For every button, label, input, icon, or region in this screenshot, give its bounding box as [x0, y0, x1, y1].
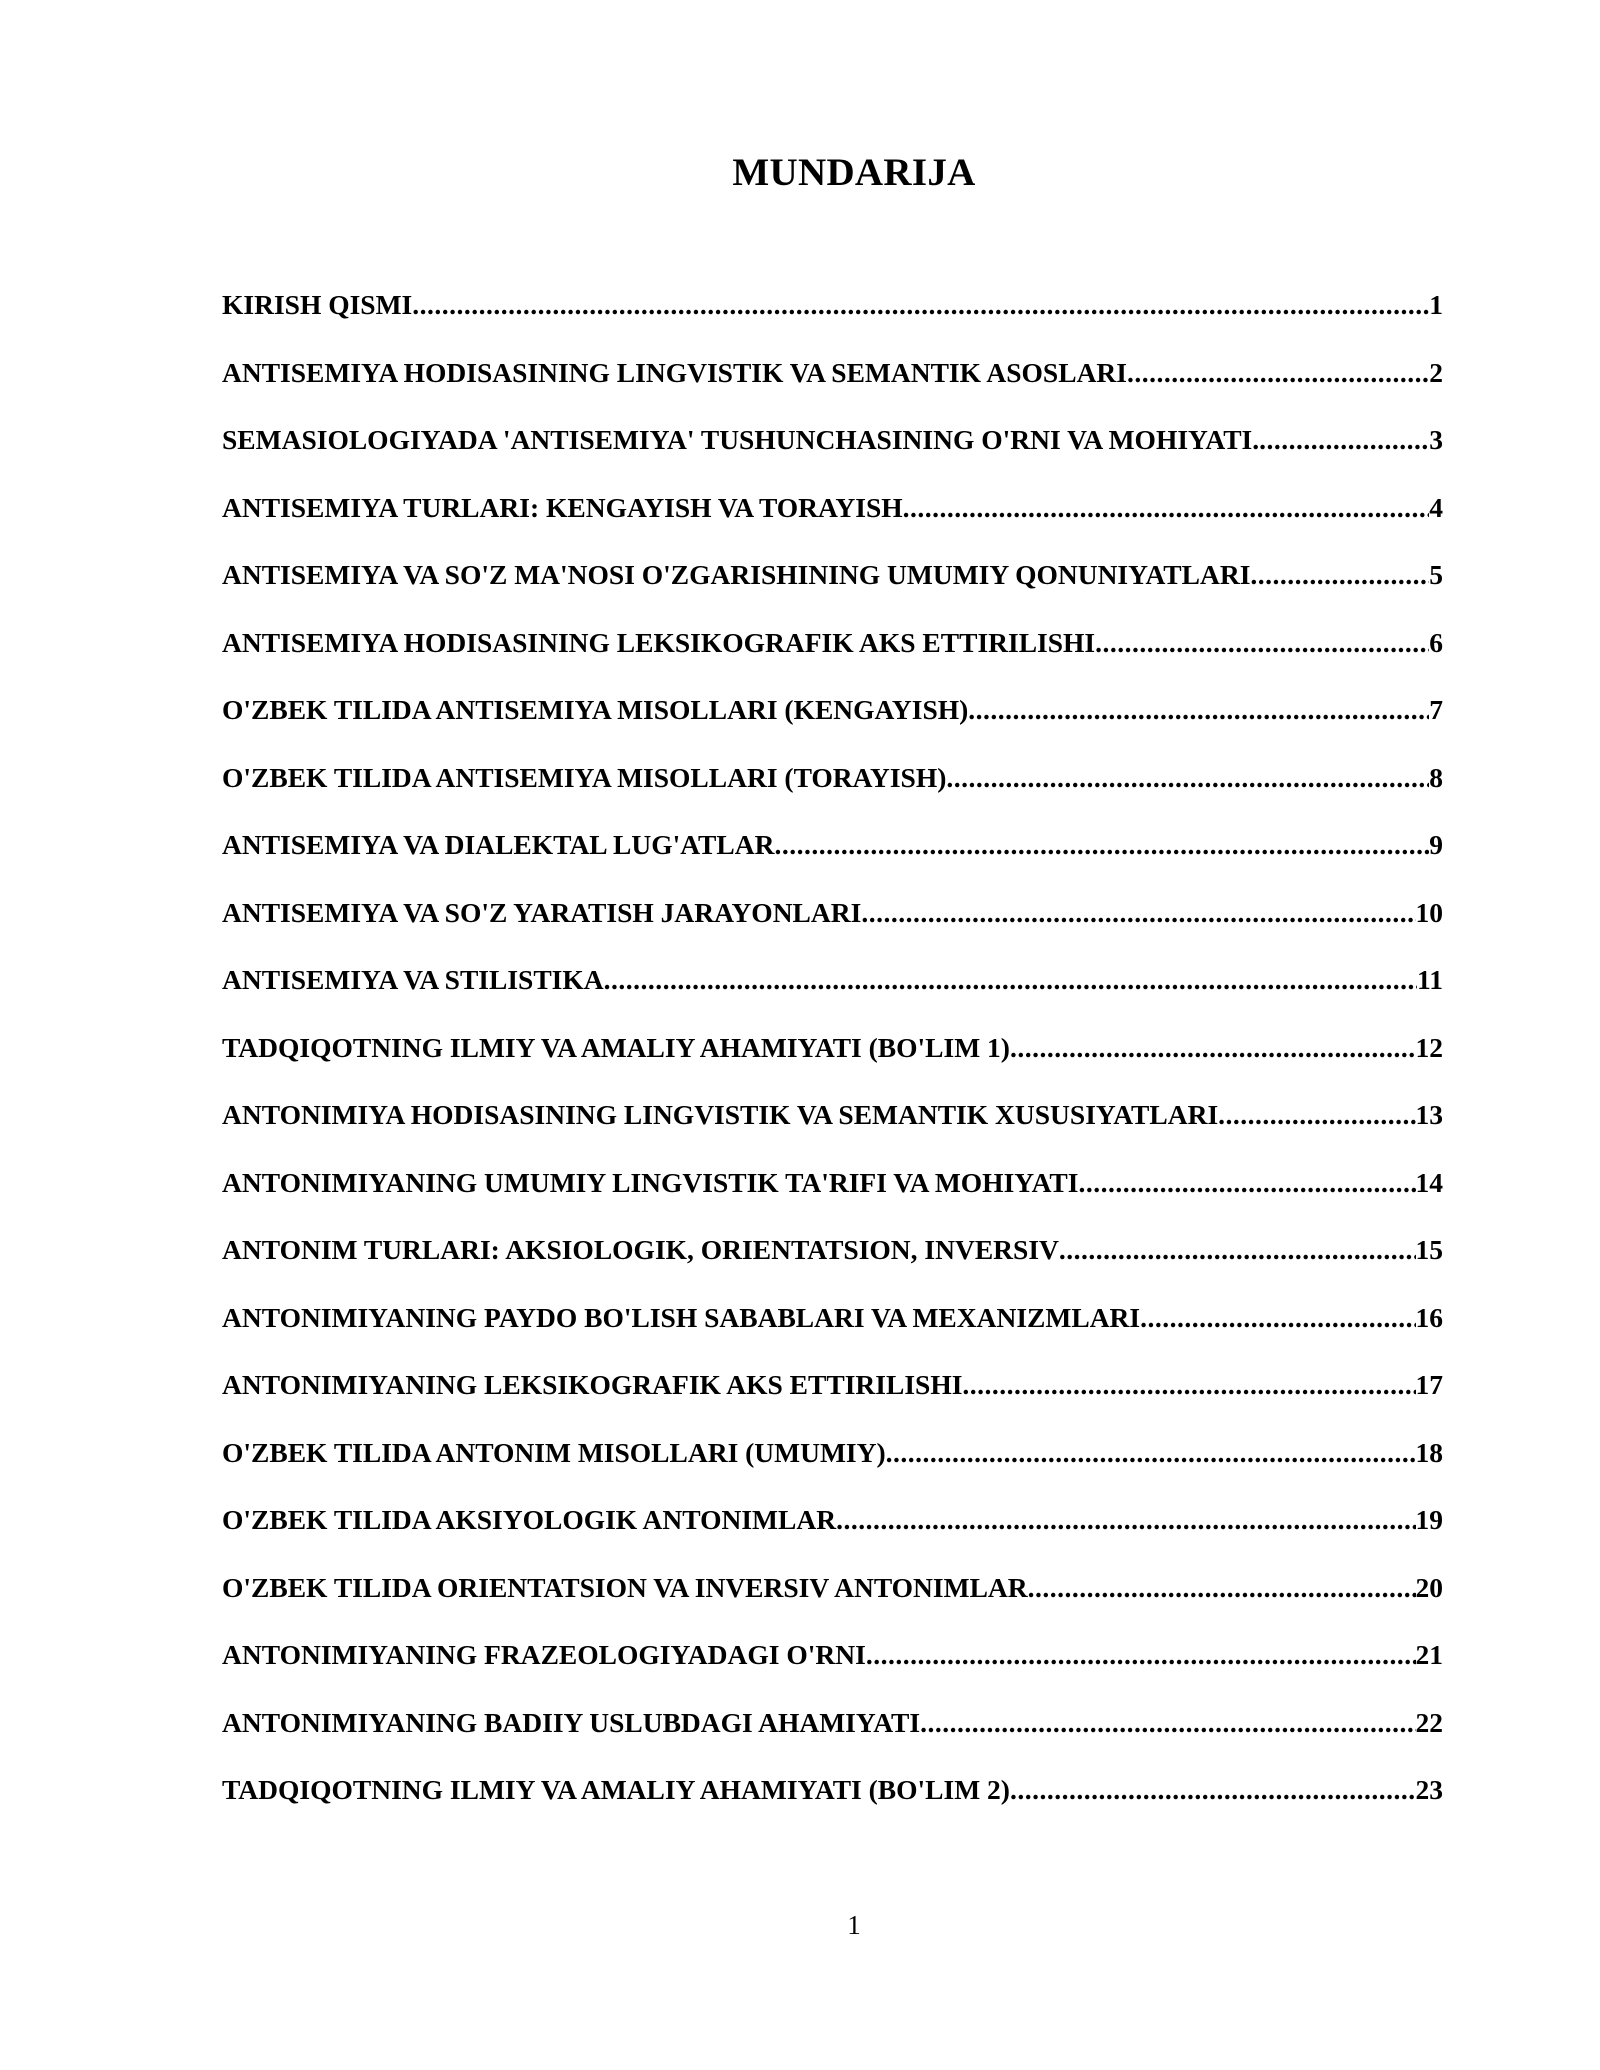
toc-entry-page-number: 11 — [1417, 964, 1443, 995]
toc-entry-page-number: 18 — [1415, 1436, 1443, 1468]
toc-dot-leader — [604, 964, 1417, 996]
page-title: MUNDARIJA — [732, 151, 976, 194]
toc-entry-label: ANTONIMIYANING FRAZEOLOGIYADAGI O'RNI — [222, 1639, 866, 1670]
page-number: 1 — [847, 1910, 861, 1940]
toc-entry[interactable] — [222, 762, 1443, 830]
toc-entry-label: ANTISEMIYA HODISASINING LEKSIKOGRAFIK AKS ETTIRILISHI — [222, 626, 1096, 658]
toc-dot-leader — [774, 829, 1429, 861]
toc-entry[interactable] — [222, 1774, 1443, 1842]
toc-entry-label: SEMASIOLOGIYADA 'ANTISEMIYA' TUSHUNCHASINING O'RNI VA MOHIYATI. — [222, 424, 1260, 455]
toc-entry-page-number: 8 — [1429, 761, 1443, 793]
toc-entry[interactable] — [222, 1639, 1443, 1707]
toc-dot-leader — [1010, 1774, 1416, 1806]
toc-dot-leader — [946, 762, 1429, 794]
toc-entry-label: TADQIQOTNING ILMIY VA AMALIY AHAMIYATI (BO'LIM 1) — [222, 1031, 1010, 1063]
toc-entry[interactable] — [222, 1572, 1443, 1640]
toc-entry[interactable] — [222, 1032, 1443, 1100]
toc-dot-leader — [962, 1369, 1415, 1401]
toc-entry-page-number: 3 — [1429, 424, 1443, 455]
toc-entry[interactable] — [222, 1302, 1443, 1370]
toc-entry-page-number: 23 — [1415, 1774, 1443, 1805]
toc-entry-page-number: 16 — [1415, 1301, 1443, 1333]
toc-entry-label: ANTONIMIYANING PAYDO BO'LISH SABABLARI VA MEXANIZMLARI — [222, 1301, 1141, 1333]
toc-entry-page-number: 4 — [1429, 491, 1443, 523]
toc-entry-page-number: 22 — [1415, 1706, 1443, 1738]
toc-entry-page-number: 10 — [1415, 896, 1443, 928]
toc-entry-label: O'ZBEK TILIDA ANTISEMIYA MISOLLARI (KENGAYISH) — [222, 694, 969, 725]
toc-entry-label: ANTISEMIYA HODISASINING LINGVISTIK VA SEMANTIK ASOSLARI — [222, 356, 1127, 388]
toc-entry-page-number: 13 — [1415, 1099, 1443, 1130]
toc-entry[interactable] — [222, 829, 1443, 897]
toc-dot-leader — [1259, 424, 1429, 456]
toc-entry[interactable] — [222, 1437, 1443, 1505]
toc-entry[interactable] — [222, 964, 1443, 1032]
toc-entry-label: ANTONIMIYANING LEKSIKOGRAFIK AKS ETTIRILISHI — [222, 1369, 963, 1400]
toc-entry-label: ANTISEMIYA TURLARI: KENGAYISH VA TORAYISH — [222, 491, 903, 523]
toc-dot-leader — [412, 289, 1429, 321]
toc-entry[interactable] — [222, 424, 1443, 492]
table-of-contents — [222, 289, 1443, 1842]
toc-dot-leader — [1059, 1234, 1416, 1266]
toc-entry[interactable] — [222, 1099, 1443, 1167]
toc-entry-label: O'ZBEK TILIDA ANTONIM MISOLLARI (UMUMIY) — [222, 1436, 886, 1468]
toc-dot-leader — [836, 1504, 1415, 1536]
toc-dot-leader — [1095, 627, 1429, 659]
toc-dot-leader — [1028, 1572, 1416, 1604]
toc-entry[interactable] — [222, 1167, 1443, 1235]
toc-entry-page-number: 9 — [1429, 829, 1443, 860]
toc-entry[interactable] — [222, 1707, 1443, 1775]
toc-entry-label: O'ZBEK TILIDA AKSIYOLOGIK ANTONIMLAR — [222, 1504, 837, 1535]
toc-entry-page-number: 17 — [1415, 1369, 1443, 1400]
toc-dot-leader — [1250, 559, 1429, 591]
toc-entry-label: TADQIQOTNING ILMIY VA AMALIY AHAMIYATI (BO'LIM 2) — [222, 1774, 1010, 1805]
toc-entry-page-number: 1 — [1429, 289, 1443, 320]
toc-dot-leader — [861, 897, 1415, 929]
toc-entry-page-number: 6 — [1429, 626, 1443, 658]
toc-entry[interactable] — [222, 1504, 1443, 1572]
toc-entry-label: ANTISEMIYA VA SO'Z YARATISH JARAYONLARI — [222, 896, 862, 928]
toc-entry[interactable] — [222, 897, 1443, 965]
toc-entry-label: ANTONIMIYA HODISASINING LINGVISTIK VA SEMANTIK XUSUSIYATLARI — [222, 1099, 1219, 1130]
toc-dot-leader — [920, 1707, 1415, 1739]
toc-dot-leader — [1140, 1302, 1415, 1334]
toc-dot-leader — [968, 694, 1429, 726]
toc-entry-page-number: 12 — [1415, 1031, 1443, 1063]
toc-entry-label: ANTONIMIYANING UMUMIY LINGVISTIK TA'RIFI VA MOHIYATI — [222, 1166, 1079, 1198]
toc-entry-page-number: 7 — [1429, 694, 1443, 725]
toc-entry-page-number: 5 — [1429, 559, 1443, 590]
toc-entry[interactable] — [222, 1234, 1443, 1302]
toc-entry-label: ANTISEMIYA VA SO'Z MA'NOSI O'ZGARISHINING UMUMIY QONUNIYATLARI — [222, 559, 1251, 590]
toc-entry-page-number: 15 — [1415, 1234, 1443, 1265]
toc-entry[interactable] — [222, 694, 1443, 762]
toc-entry[interactable] — [222, 357, 1443, 425]
toc-dot-leader — [866, 1639, 1416, 1671]
toc-entry[interactable] — [222, 627, 1443, 695]
toc-entry-page-number: 19 — [1415, 1504, 1443, 1535]
toc-dot-leader — [1078, 1167, 1415, 1199]
toc-entry-label: ANTONIMIYANING BADIIY USLUBDAGI AHAMIYATI — [222, 1706, 921, 1738]
toc-entry[interactable] — [222, 1369, 1443, 1437]
toc-entry-label: O'ZBEK TILIDA ORIENTATSION VA INVERSIV ANTONIMLAR — [222, 1571, 1028, 1603]
toc-dot-leader — [1127, 357, 1429, 389]
toc-entry-label: ANTISEMIYA VA STILISTIKA — [222, 964, 604, 995]
toc-entry-label: ANTONIM TURLARI: AKSIOLOGIK, ORIENTATSION, INVERSIV — [222, 1234, 1059, 1265]
toc-dot-leader — [903, 492, 1430, 524]
toc-dot-leader — [1010, 1032, 1416, 1064]
toc-entry[interactable] — [222, 559, 1443, 627]
toc-entry-page-number: 20 — [1415, 1571, 1443, 1603]
toc-entry-label: ANTISEMIYA VA DIALEKTAL LUG'ATLAR — [222, 829, 775, 860]
toc-entry-page-number: 14 — [1415, 1166, 1443, 1198]
toc-entry[interactable] — [222, 492, 1443, 560]
toc-entry-label: KIRISH QISMI — [222, 289, 413, 320]
toc-dot-leader — [1218, 1099, 1415, 1131]
toc-entry-page-number: 21 — [1415, 1639, 1443, 1670]
toc-entry-page-number: 2 — [1429, 356, 1443, 388]
toc-entry[interactable] — [222, 289, 1443, 357]
toc-entry-label: O'ZBEK TILIDA ANTISEMIYA MISOLLARI (TORAYISH) — [222, 761, 947, 793]
toc-dot-leader — [886, 1437, 1416, 1469]
